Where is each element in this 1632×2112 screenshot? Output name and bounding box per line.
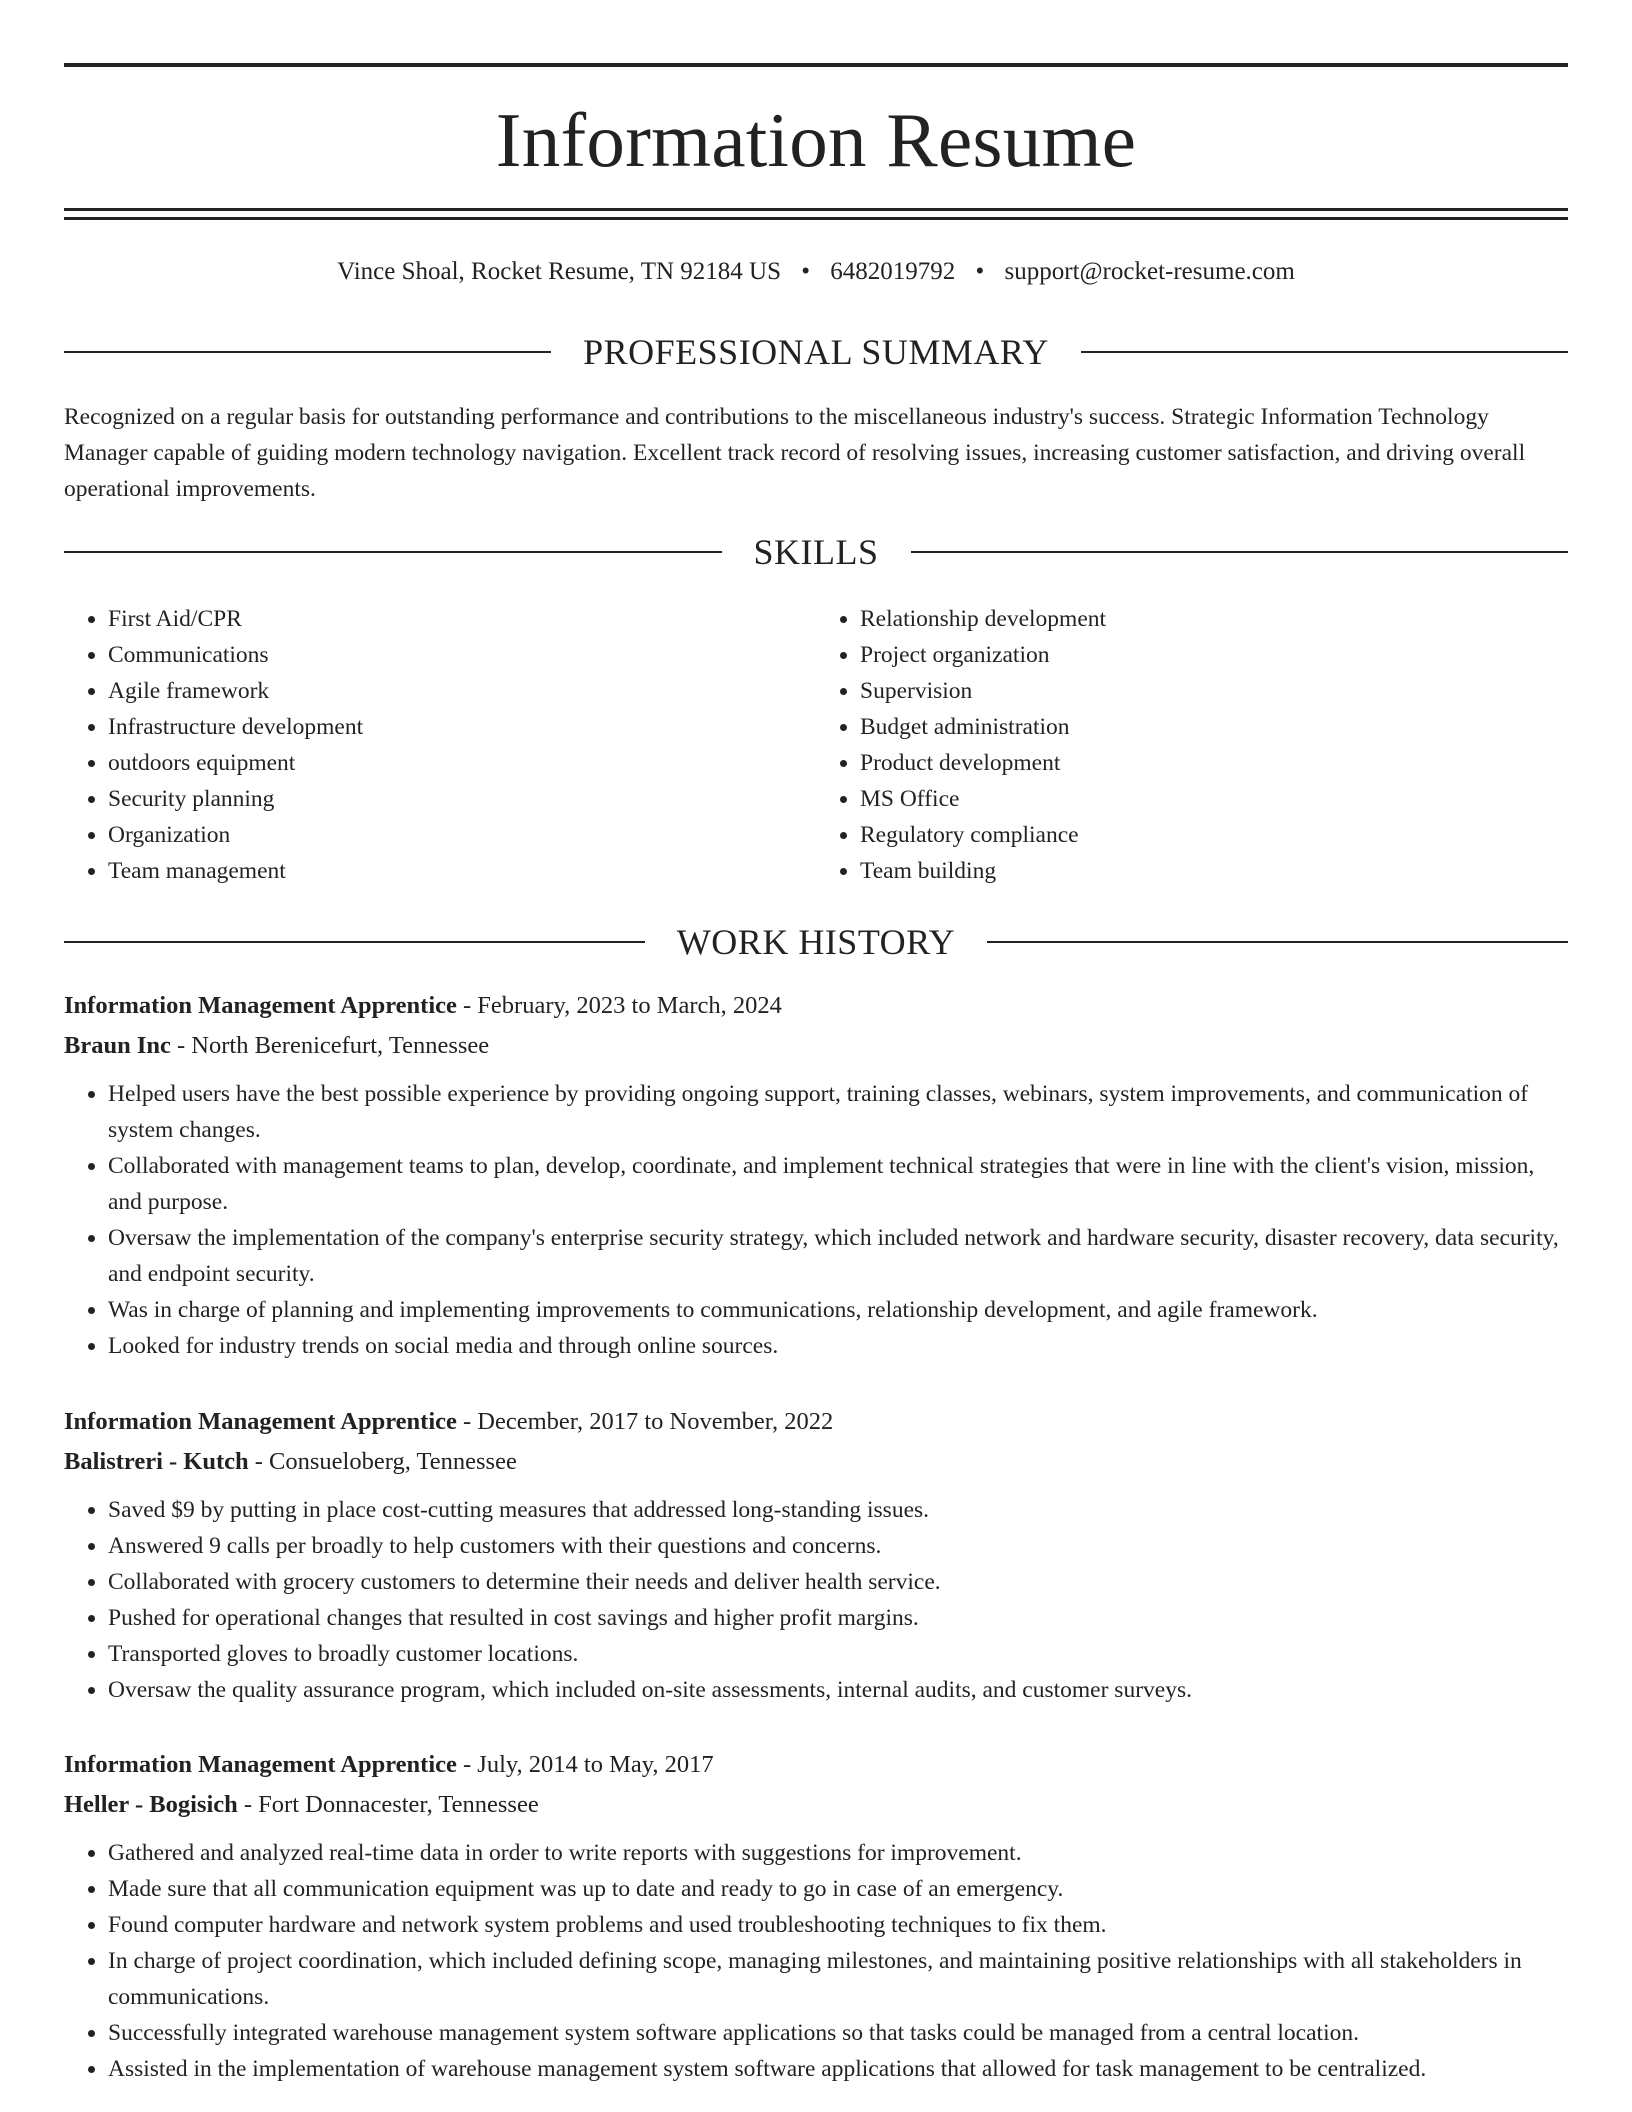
heading-rule-right [911,551,1569,553]
heading-rule-left [64,551,722,553]
job-company: Braun Inc [64,1032,171,1059]
job-bullet: • Collaborated with grocery customers to determine their needs and deliver health service. [108,1564,1568,1600]
job-bullet: • Pushed for operational changes that resulted in cost savings and higher profit margins. [108,1600,1568,1636]
job-bullet: • Assisted in the implementation of warehouse management system software applications that allowed for task management to be centralized. [108,2051,1568,2087]
job-bullet: • Made sure that all communication equipment was up to date and ready to go in case of an emergency. [108,1871,1568,1907]
double-rule [64,208,1568,220]
summary-text: Recognized on a regular basis for outstanding performance and contributions to the miscellaneous industry's success. Strategic Information Technology Manager capable of guiding modern technology navigation. Excellent track record of resolving issues, increasing customer satisfaction, and driving overall operational improvements. [64,404,1526,502]
skill-item: • Infrastructure development [108,709,816,745]
skills-list-left [64,601,816,889]
skill-item: • Team building [860,853,1568,889]
job-bullet: • Transported gloves to broadly customer locations. [108,1636,1568,1672]
skill-item: • Project organization [860,637,1568,673]
job-bullet: • Successfully integrated warehouse management system software applications so that tasks could be managed from a central location. [108,2015,1568,2051]
resume-name: Information Resume [495,97,1137,183]
heading-rule-left [64,351,551,353]
job-company-line [64,1442,1568,1482]
job-bullet: • Gathered and analyzed real-time data in order to write reports with suggestions for improvement. [108,1835,1568,1871]
job-bullet: • In charge of project coordination, which included defining scope, managing milestones, and maintaining positive relationships with all stakeholders in communications. [108,1943,1568,2015]
job-bullets [64,1835,1568,2087]
skills-heading [64,530,1568,574]
skill-item: • Security planning [108,781,816,817]
heading-rule-left [64,941,645,943]
job-location: - North Berenicefurt, Tennessee [170,1032,490,1059]
job-bullet: • Helped users have the best possible experience by providing ongoing support, training classes, webinars, system improvements, and communication of system changes. [108,1076,1568,1148]
job-title-line [64,986,1568,1026]
job-title-line [64,1402,1568,1442]
job-entry [64,986,1568,1364]
job-company-line [64,1026,1568,1066]
job-entry [64,1402,1568,1708]
job-bullets [64,1492,1568,1708]
contact-phone: 6482019792 [830,258,956,285]
job-company-line [64,1785,1568,1825]
job-company: Balistreri - Kutch [64,1448,249,1475]
job-bullet: • Collaborated with management teams to plan, develop, coordinate, and implement technical strategies that were in line with the client's vision, mission, and purpose. [108,1148,1568,1220]
job-title-line [64,1745,1568,1785]
job-bullets [64,1076,1568,1364]
job-bullet: • Was in charge of planning and implementing improvements to communications, relationship development, and agile framework. [108,1292,1568,1328]
job-entry [64,1745,1568,2087]
skill-item: • Team management [108,853,816,889]
job-bullet: • Oversaw the quality assurance program, which included on-site assessments, internal audits, and customer surveys. [108,1672,1568,1708]
top-rule [64,63,1568,67]
job-bullet: • Oversaw the implementation of the company's enterprise security strategy, which included network and hardware security, disaster recovery, data security, and endpoint security. [108,1220,1568,1292]
skill-item: • Product development [860,745,1568,781]
job-company: Heller - Bogisich [64,1791,238,1818]
job-title: Information Management Apprentice [64,1751,457,1778]
contact-email: support@rocket-resume.com [1004,258,1295,285]
skill-item: • Agile framework [108,673,816,709]
work-history-heading [64,920,1568,964]
job-location: - Consueloberg, Tennessee [248,1448,517,1475]
heading-rule-right [1081,351,1568,353]
skill-item: • outdoors equipment [108,745,816,781]
skills-heading-text: SKILLS [753,532,879,572]
summary-heading [64,330,1568,374]
skills-columns [64,601,1568,889]
job-title: Information Management Apprentice [64,992,457,1019]
skill-item: • Budget administration [860,709,1568,745]
skill-item: • Supervision [860,673,1568,709]
job-dates: - February, 2023 to March, 2024 [456,992,782,1019]
job-location: - Fort Donnacester, Tennessee [237,1791,539,1818]
contact-address: Vince Shoal, Rocket Resume, TN 92184 US [337,258,781,285]
contact-separator: • [975,258,985,285]
work-history-heading-text: WORK HISTORY [676,922,956,962]
skill-item: • MS Office [860,781,1568,817]
skill-item: • First Aid/CPR [108,601,816,637]
skill-item: • Regulatory compliance [860,817,1568,853]
contact-separator: • [801,258,811,285]
job-bullet: • Found computer hardware and network system problems and used troubleshooting techniques to fix them. [108,1907,1568,1943]
contact-line [64,255,1568,289]
job-dates: - December, 2017 to November, 2022 [456,1408,834,1435]
heading-rule-right [987,941,1568,943]
skills-list-right [816,601,1568,889]
skill-item: • Relationship development [860,601,1568,637]
job-bullet: • Answered 9 calls per broadly to help customers with their questions and concerns. [108,1528,1568,1564]
skill-item: • Communications [108,637,816,673]
job-bullet: • Saved $9 by putting in place cost-cutting measures that addressed long-standing issues. [108,1492,1568,1528]
job-title: Information Management Apprentice [64,1408,457,1435]
skill-item: • Organization [108,817,816,853]
job-bullet: • Looked for industry trends on social media and through online sources. [108,1328,1568,1364]
job-dates: - July, 2014 to May, 2017 [456,1751,714,1778]
summary-heading-text: PROFESSIONAL SUMMARY [583,332,1049,372]
